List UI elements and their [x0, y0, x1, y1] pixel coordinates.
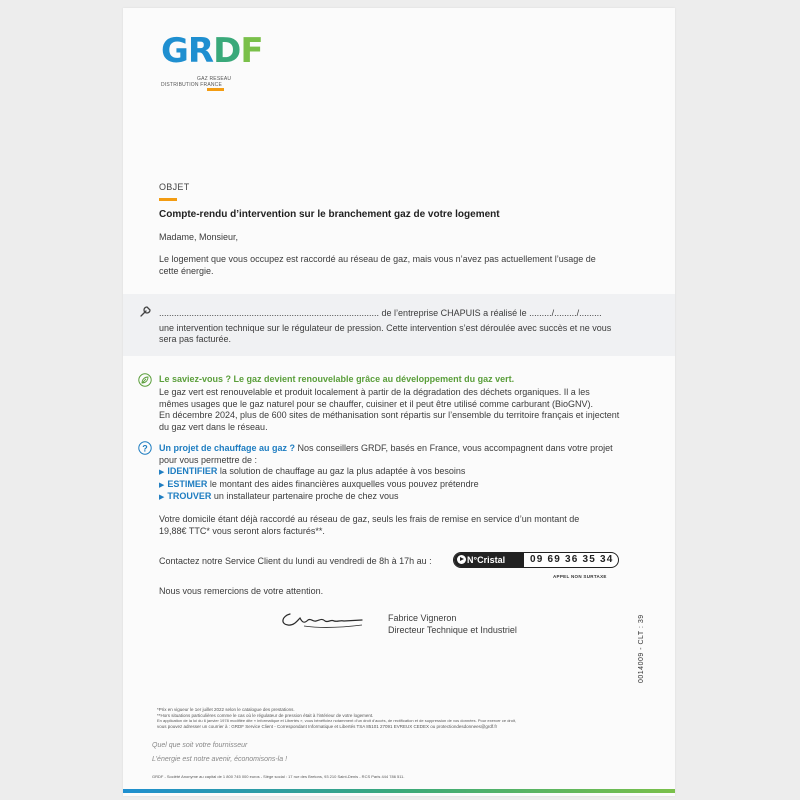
footnote-line1: *Prix en vigueur le 1er juillet 2022 selon le catalogue des prestations.: [157, 707, 295, 712]
svg-text:?: ?: [142, 443, 148, 454]
footnote-line3: En application de la loi du 6 janvier 1978 modifiée dite « Informatique et Libertés », vous bénéficiez notamment d’un droit d’accès, de rectification et de suppression de vos données. Pour exercer ce droit,: [157, 718, 517, 723]
intervention-paragraph: [159, 308, 669, 346]
salutation: Madame, Monsieur,: [159, 232, 239, 242]
bullet-text: le montant des aides financières auxquelles vous pouvez prétendre: [207, 478, 479, 489]
objet-label: OBJET: [159, 182, 190, 192]
logo-letter-d: D: [213, 31, 241, 71]
projet-bullet-1: [159, 466, 671, 479]
intro-line1: Le logement que vous occupez est raccordé au réseau de gaz, mais vous n’avez pas actuellement l’usage de: [159, 254, 596, 264]
cristal-label-box: [454, 553, 524, 567]
leaf-icon: [138, 373, 152, 387]
cost-line1: Votre domicile étant déjà raccordé au réseau de gaz, seuls les frais de remise en service d’un montant de: [159, 514, 580, 524]
signer-block: [388, 613, 517, 636]
bullet-keyword: TROUVER: [167, 491, 212, 501]
cristal-label: N°Cristal: [467, 555, 506, 565]
phone-number[interactable]: 09 69 36 35 34: [530, 554, 614, 565]
cristal-phone-badge[interactable]: [453, 552, 619, 568]
cost-paragraph: [159, 514, 671, 537]
logo-letter-r: R: [187, 31, 214, 71]
vertical-reference-code: 0014009 - CLT : 39: [638, 614, 645, 683]
saviez-vous-line1: Le gaz vert est renouvelable et produit localement à partir de la dégradation des déchets organiques. Il a les: [159, 387, 590, 397]
footnotes: [157, 707, 647, 729]
letter-page: [123, 8, 675, 796]
thanks-text: Nous vous remercions de votre attention.: [159, 586, 324, 596]
triangle-bullet-icon: ▶: [159, 481, 165, 489]
wrench-icon: [139, 304, 153, 318]
logo-subtitle: [161, 76, 232, 88]
logo-subtitle-line1: GAZ RESEAU: [197, 76, 232, 82]
logo-subtitle-line2: DISTRIBUTION FRANCE: [161, 82, 223, 88]
appel-non-surtaxe: APPEL NON SURTAXE: [553, 574, 607, 579]
saviez-vous-line4: du gaz vert dans le réseau.: [159, 421, 268, 432]
logo-letter-g: G: [161, 31, 188, 71]
footer-color-stripe: [123, 789, 675, 793]
cost-line2: 19,88€ TTC* vous seront alors facturés**.: [159, 525, 325, 536]
play-icon: [457, 555, 466, 564]
saviez-vous-line2: mêmes usages que le gaz naturel pour se chauffer, cuisiner et il peut être utilisé comme carburant (BioGNV).: [159, 398, 594, 409]
projet-bullet-2: [159, 479, 671, 492]
footnote-line2: **Hors situations particulières comme le cas où le régulateur de pression était à l’intérieur de votre logement.: [157, 712, 374, 718]
handwritten-signature: [278, 606, 368, 634]
triangle-bullet-icon: ▶: [159, 494, 165, 501]
intro-line2: cette énergie.: [159, 265, 214, 276]
question-icon: [138, 441, 152, 455]
logo-letter-f: F: [240, 31, 263, 71]
objet-orange-bar: [159, 198, 177, 201]
intro-paragraph: [159, 254, 669, 277]
bullet-keyword: ESTIMER: [167, 478, 208, 489]
intervention-line2: une intervention technique sur le régulateur de pression. Cette intervention s’est déroulée avec succès et ne vous: [159, 322, 612, 333]
footer-tagline-1: Quel que soit votre fournisseur: [152, 742, 248, 749]
contact-text: Contactez notre Service Client du lundi au vendredi de 8h à 17h au :: [159, 556, 432, 566]
projet-title: Un projet de chauffage au gaz ?: [159, 443, 296, 453]
intervention-line3: sera pas facturée.: [159, 334, 232, 344]
footer-tagline-2: L’énergie est notre avenir, économisons-la !: [152, 756, 288, 763]
signer-name: Fabrice Vigneron: [388, 613, 457, 623]
bullet-text: un installateur partenaire proche de chez vous: [211, 491, 399, 501]
triangle-bullet-icon: ▶: [159, 469, 165, 476]
logo-orange-bar: [207, 88, 224, 91]
grdf-logo: [161, 31, 263, 71]
projet-paragraph: [159, 443, 671, 504]
objet-title: Compte-rendu d’intervention sur le branchement gaz de votre logement: [159, 209, 500, 220]
footnote-line4: vous pouvez adresser un courrier à : GRDF Service Client - Correspondant Informatique et Libertés TSA 85101 27091 EVREUX CEDEX ou protectiondesdonnees@grdf.fr: [157, 723, 498, 729]
projet-bullet-3: [159, 491, 671, 504]
saviez-vous-paragraph: [159, 387, 671, 433]
footer-legal: GRDF - Société Anonyme au capital de 1 800 745 000 euros - Siège social : 17 rue des Bretons, 93 210 Saint-Denis - RCS Paris 444 786 511.: [152, 774, 405, 779]
projet-text-line2: pour vous permettre de :: [159, 454, 258, 465]
saviez-vous-line3: En décembre 2024, plus de 600 sites de méthanisation sont répartis sur l’ensemble du territoire français et injectent: [159, 410, 620, 420]
signer-title: Directeur Technique et Industriel: [388, 624, 517, 635]
intervention-line1: ........................................................................................ de l’entreprise CHAPUIS a réalisé le ........./........./.........: [159, 308, 602, 318]
bullet-text: la solution de chauffage au gaz la plus adaptée à vos besoins: [217, 466, 466, 476]
saviez-vous-title: Le saviez-vous ? Le gaz devient renouvelable grâce au développement du gaz vert.: [159, 374, 515, 384]
bullet-keyword: IDENTIFIER: [167, 466, 218, 476]
projet-text-line1: Nos conseillers GRDF, basés en France, vous accompagnent dans votre projet: [295, 443, 613, 453]
